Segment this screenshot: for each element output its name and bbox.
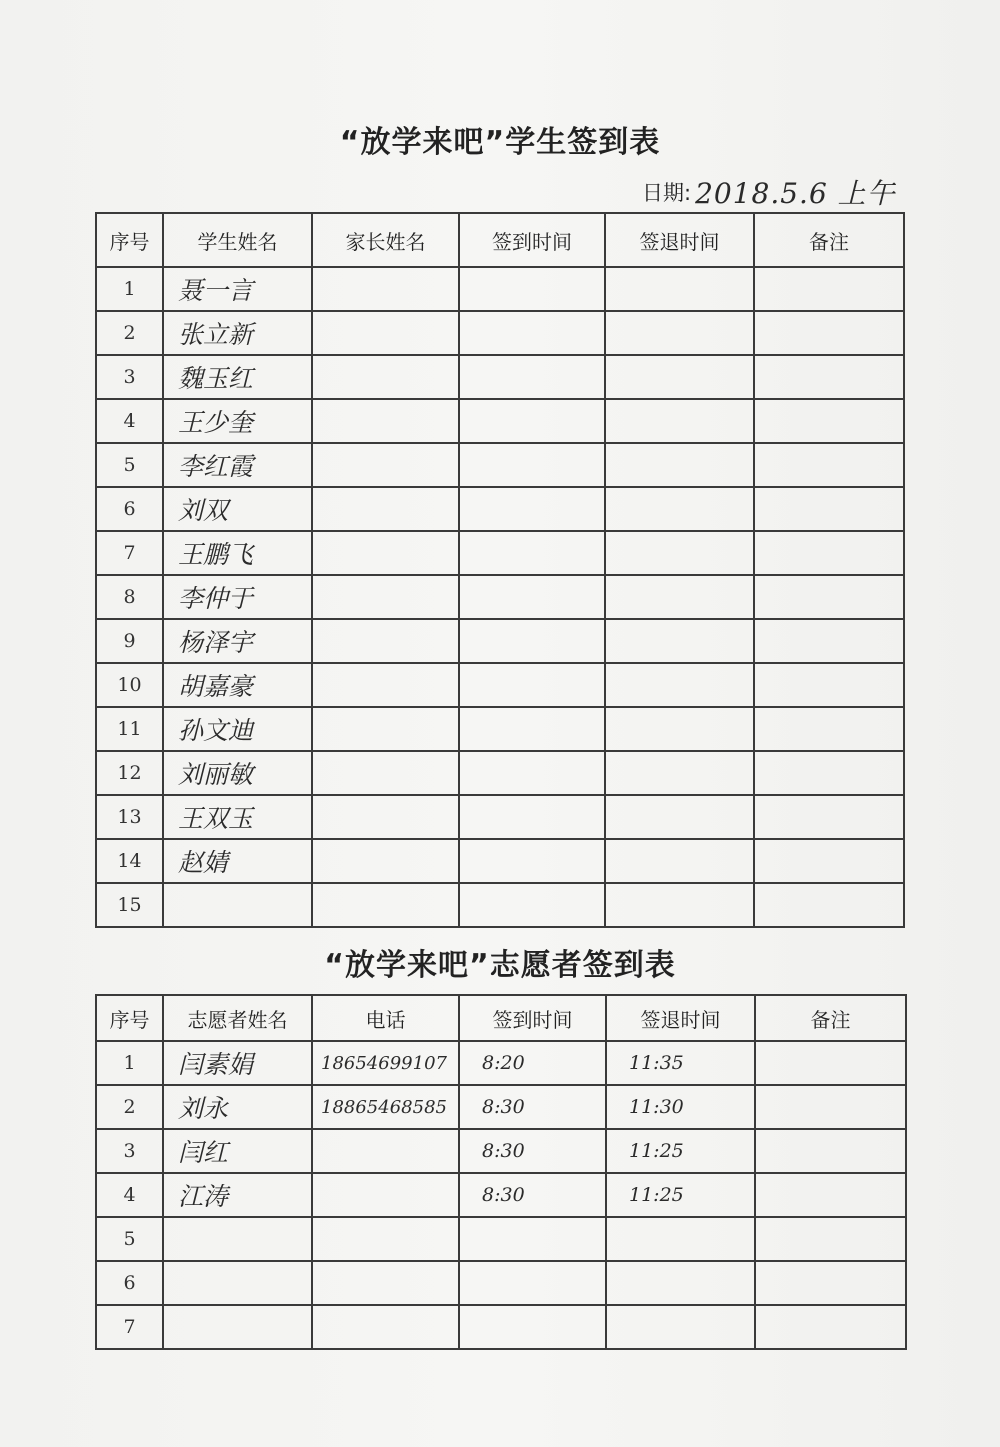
header-sign-out-time: 签退时间 (606, 995, 755, 1041)
parent-name-cell (312, 487, 459, 531)
sign-in-time-cell (459, 751, 605, 795)
sign-in-time-cell (459, 531, 605, 575)
parent-name-cell (312, 531, 459, 575)
table-row (96, 883, 904, 927)
table-row (96, 751, 904, 795)
phone-handwritten: 18654699107 (312, 1041, 459, 1085)
phone-handwritten (312, 1217, 459, 1261)
student-name-handwritten: 刘双 (163, 487, 312, 531)
sign-out-time-handwritten (606, 1305, 755, 1349)
table-row (96, 707, 904, 751)
sign-in-time-handwritten: 8:30 (459, 1085, 606, 1129)
table-row (96, 1129, 906, 1173)
sign-in-time-cell (459, 575, 605, 619)
parent-name-cell (312, 751, 459, 795)
volunteer-name-handwritten: 闫红 (163, 1129, 312, 1173)
remarks-cell (754, 311, 904, 355)
volunteer-name-handwritten: 闫素娟 (163, 1041, 312, 1085)
sign-in-time-cell (459, 487, 605, 531)
remarks-cell (754, 355, 904, 399)
student-name-handwritten: 李红霞 (163, 443, 312, 487)
student-name-handwritten: 聂一言 (163, 267, 312, 311)
sign-in-time-cell (459, 355, 605, 399)
date-field (642, 170, 896, 214)
student-name-handwritten: 王双玉 (163, 795, 312, 839)
header-student-name: 学生姓名 (163, 213, 312, 267)
parent-name-cell (312, 663, 459, 707)
row-index: 7 (96, 531, 163, 575)
sign-out-time-cell (605, 355, 754, 399)
parent-name-cell (312, 619, 459, 663)
parent-name-cell (312, 839, 459, 883)
header-sign-out-time: 签退时间 (605, 213, 754, 267)
sign-out-time-handwritten: 11:30 (606, 1085, 755, 1129)
sign-in-time-handwritten (459, 1217, 606, 1261)
remarks-cell (754, 399, 904, 443)
sign-in-time-cell (459, 839, 605, 883)
sign-in-time-cell (459, 311, 605, 355)
student-name-handwritten: 孙文迪 (163, 707, 312, 751)
header-remarks: 备注 (755, 995, 906, 1041)
sign-in-time-cell (459, 443, 605, 487)
sign-out-time-cell (605, 883, 754, 927)
remarks-cell (754, 619, 904, 663)
date-label: 日期: (642, 181, 692, 205)
sign-out-time-cell (605, 311, 754, 355)
sign-out-time-handwritten: 11:25 (606, 1129, 755, 1173)
table-row (96, 1305, 906, 1349)
sign-out-time-cell (605, 443, 754, 487)
student-sign-in-table (95, 212, 905, 928)
remarks-cell (755, 1261, 906, 1305)
student-name-handwritten: 王鹏飞 (163, 531, 312, 575)
table-row (96, 1085, 906, 1129)
remarks-cell (754, 663, 904, 707)
parent-name-cell (312, 267, 459, 311)
parent-name-cell (312, 575, 459, 619)
remarks-cell (755, 1041, 906, 1085)
remarks-cell (754, 839, 904, 883)
table-row (96, 663, 904, 707)
volunteer-sign-in-table (95, 994, 907, 1350)
table-row (96, 619, 904, 663)
sign-in-time-cell (459, 883, 605, 927)
header-sign-in-time: 签到时间 (459, 213, 605, 267)
header-phone: 电话 (312, 995, 459, 1041)
phone-handwritten (312, 1305, 459, 1349)
student-name-handwritten (163, 883, 312, 927)
sign-in-time-cell (459, 267, 605, 311)
sign-out-time-handwritten: 11:25 (606, 1173, 755, 1217)
volunteer-name-handwritten: 江涛 (163, 1173, 312, 1217)
sign-in-time-handwritten: 8:30 (459, 1173, 606, 1217)
row-index: 10 (96, 663, 163, 707)
remarks-cell (754, 531, 904, 575)
student-name-handwritten: 胡嘉豪 (163, 663, 312, 707)
sign-in-time-cell (459, 707, 605, 751)
row-index: 6 (96, 487, 163, 531)
sign-out-time-cell (605, 707, 754, 751)
student-name-handwritten: 赵婧 (163, 839, 312, 883)
row-index: 1 (96, 267, 163, 311)
parent-name-cell (312, 883, 459, 927)
parent-name-cell (312, 355, 459, 399)
sign-out-time-cell (605, 663, 754, 707)
student-name-handwritten: 李仲于 (163, 575, 312, 619)
parent-name-cell (312, 399, 459, 443)
row-index: 4 (96, 399, 163, 443)
table-row (96, 1173, 906, 1217)
sign-out-time-handwritten (606, 1261, 755, 1305)
table-row (96, 531, 904, 575)
remarks-cell (755, 1305, 906, 1349)
table-row (96, 575, 904, 619)
volunteer-sheet-title: “放学来吧”志愿者签到表 (324, 948, 676, 983)
row-index: 6 (96, 1261, 163, 1305)
row-index: 2 (96, 1085, 163, 1129)
volunteer-name-handwritten: 刘永 (163, 1085, 312, 1129)
parent-name-cell (312, 707, 459, 751)
row-index: 13 (96, 795, 163, 839)
phone-handwritten (312, 1129, 459, 1173)
row-index: 5 (96, 1217, 163, 1261)
remarks-cell (754, 707, 904, 751)
remarks-cell (754, 267, 904, 311)
date-value-handwritten: 2018.5.6 上午 (695, 177, 896, 210)
volunteer-name-handwritten (163, 1217, 312, 1261)
remarks-cell (754, 751, 904, 795)
header-sign-in-time: 签到时间 (459, 995, 606, 1041)
remarks-cell (754, 575, 904, 619)
sign-in-time-cell (459, 619, 605, 663)
remarks-cell (754, 443, 904, 487)
header-parent-name: 家长姓名 (312, 213, 459, 267)
header-index: 序号 (96, 213, 163, 267)
phone-handwritten (312, 1261, 459, 1305)
sign-out-time-cell (605, 795, 754, 839)
sign-out-time-cell (605, 267, 754, 311)
sign-out-time-cell (605, 487, 754, 531)
row-index: 9 (96, 619, 163, 663)
table-row (96, 399, 904, 443)
table-row (96, 487, 904, 531)
student-name-handwritten: 张立新 (163, 311, 312, 355)
remarks-cell (755, 1129, 906, 1173)
remarks-cell (755, 1085, 906, 1129)
sign-out-time-cell (605, 531, 754, 575)
header-remarks: 备注 (754, 213, 904, 267)
row-index: 1 (96, 1041, 163, 1085)
row-index: 12 (96, 751, 163, 795)
table-row (96, 1041, 906, 1085)
row-index: 14 (96, 839, 163, 883)
table-row (96, 267, 904, 311)
parent-name-cell (312, 443, 459, 487)
sign-out-time-cell (605, 751, 754, 795)
sign-in-time-handwritten (459, 1261, 606, 1305)
table-row (96, 355, 904, 399)
header-index: 序号 (96, 995, 163, 1041)
sign-out-time-handwritten (606, 1217, 755, 1261)
remarks-cell (754, 883, 904, 927)
remarks-cell (755, 1217, 906, 1261)
student-name-handwritten: 王少奎 (163, 399, 312, 443)
volunteer-table-header (96, 995, 906, 1041)
sign-in-time-handwritten (459, 1305, 606, 1349)
student-name-handwritten: 魏玉红 (163, 355, 312, 399)
table-row (96, 795, 904, 839)
sign-out-time-cell (605, 839, 754, 883)
student-table-header (96, 213, 904, 267)
row-index: 11 (96, 707, 163, 751)
table-row (96, 1261, 906, 1305)
student-name-handwritten: 刘丽敏 (163, 751, 312, 795)
sign-in-time-cell (459, 399, 605, 443)
table-row (96, 443, 904, 487)
student-sheet-title: “放学来吧”学生签到表 (339, 125, 661, 160)
sign-out-time-cell (605, 619, 754, 663)
header-volunteer-name: 志愿者姓名 (163, 995, 312, 1041)
remarks-cell (755, 1173, 906, 1217)
sign-out-time-cell (605, 575, 754, 619)
remarks-cell (754, 795, 904, 839)
parent-name-cell (312, 311, 459, 355)
row-index: 2 (96, 311, 163, 355)
table-row (96, 1217, 906, 1261)
sign-out-time-cell (605, 399, 754, 443)
row-index: 3 (96, 355, 163, 399)
sign-in-time-handwritten: 8:30 (459, 1129, 606, 1173)
volunteer-name-handwritten (163, 1305, 312, 1349)
parent-name-cell (312, 795, 459, 839)
sign-in-time-handwritten: 8:20 (459, 1041, 606, 1085)
sign-in-time-cell (459, 795, 605, 839)
row-index: 8 (96, 575, 163, 619)
row-index: 7 (96, 1305, 163, 1349)
remarks-cell (754, 487, 904, 531)
phone-handwritten (312, 1173, 459, 1217)
phone-handwritten: 18865468585 (312, 1085, 459, 1129)
row-index: 4 (96, 1173, 163, 1217)
row-index: 15 (96, 883, 163, 927)
table-row (96, 839, 904, 883)
row-index: 3 (96, 1129, 163, 1173)
sign-out-time-handwritten: 11:35 (606, 1041, 755, 1085)
sign-in-time-cell (459, 663, 605, 707)
table-row (96, 311, 904, 355)
student-name-handwritten: 杨泽宇 (163, 619, 312, 663)
volunteer-name-handwritten (163, 1261, 312, 1305)
row-index: 5 (96, 443, 163, 487)
